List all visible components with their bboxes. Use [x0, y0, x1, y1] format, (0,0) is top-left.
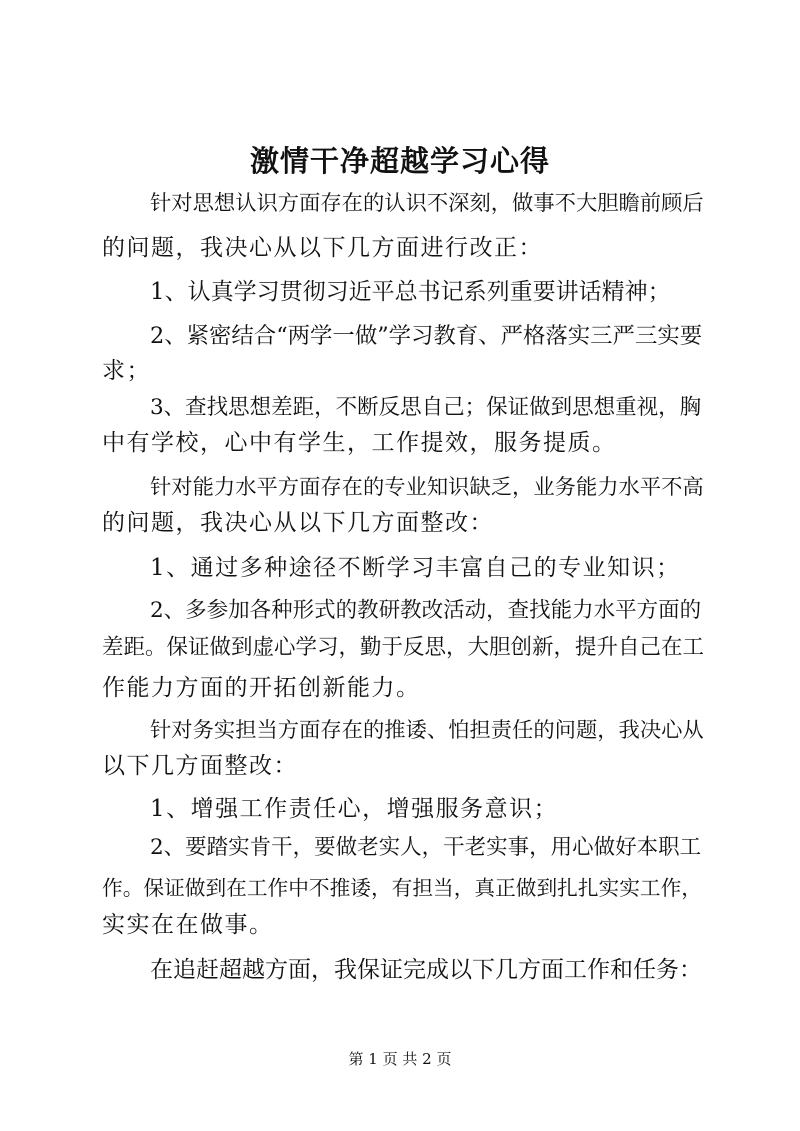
paragraph-line: 针对能力水平方面存在的专业知识缺乏，业务能力水平不高: [150, 475, 704, 500]
paragraph-line: 1、认真学习贯彻习近平总书记系列重要讲话精神；: [150, 279, 671, 305]
paragraph-line: 2、多参加各种形式的教研教改活动，查找能力水平方面的: [150, 598, 702, 623]
document-title: 激情干净超越学习心得: [249, 144, 550, 178]
paragraph-line: 针对思想认识方面存在的认识不深刻，做事不大胆瞻前顾后: [150, 191, 704, 216]
paragraph-line: 作。保证做到在工作中不推诿，有担当，真正做到扎扎实实工作，: [102, 876, 702, 900]
paragraph-line: 的问题，我决心从以下几方面整改：: [102, 510, 494, 536]
paragraph-line: 2、要踏实肯干，要做老实人，干老实事，用心做好本职工: [150, 835, 702, 860]
paragraph-line: 1、增强工作责任心，增强服务意识；: [150, 796, 559, 822]
paragraph-line: 中有学校，心中有学生，工作提效，服务提质。: [102, 430, 617, 456]
paragraph-line: 针对务实担当方面存在的推诿、怕担责任的问题，我决心从: [150, 718, 704, 743]
paragraph-line: 以下几方面整改：: [102, 753, 298, 779]
paragraph-line: 求；: [102, 358, 151, 384]
paragraph-line: 在追赶超越方面，我保证完成以下几方面工作和任务：: [150, 957, 702, 983]
paragraph-line: 作能力方面的开拓创新能力。: [102, 675, 421, 701]
paragraph-line: 2、紧密结合“两学一做”学习教育、严格落实三严三实要: [150, 323, 703, 349]
paragraph-line: 差距。保证做到虚心学习，勤于反思，大胆创新，提升自己在工: [102, 635, 705, 660]
page-footer: 第 1 页 共 2 页: [348, 1050, 452, 1068]
paragraph-line: 实实在在做事。: [102, 912, 274, 938]
paragraph-line: 1、通过多种途径不断学习丰富自己的专业知识；: [150, 555, 681, 581]
paragraph-line: 的问题，我决心从以下几方面进行改正：: [102, 235, 543, 261]
paragraph-line: 3、查找思想差距，不断反思自己；保证做到思想重视，胸: [150, 395, 702, 420]
